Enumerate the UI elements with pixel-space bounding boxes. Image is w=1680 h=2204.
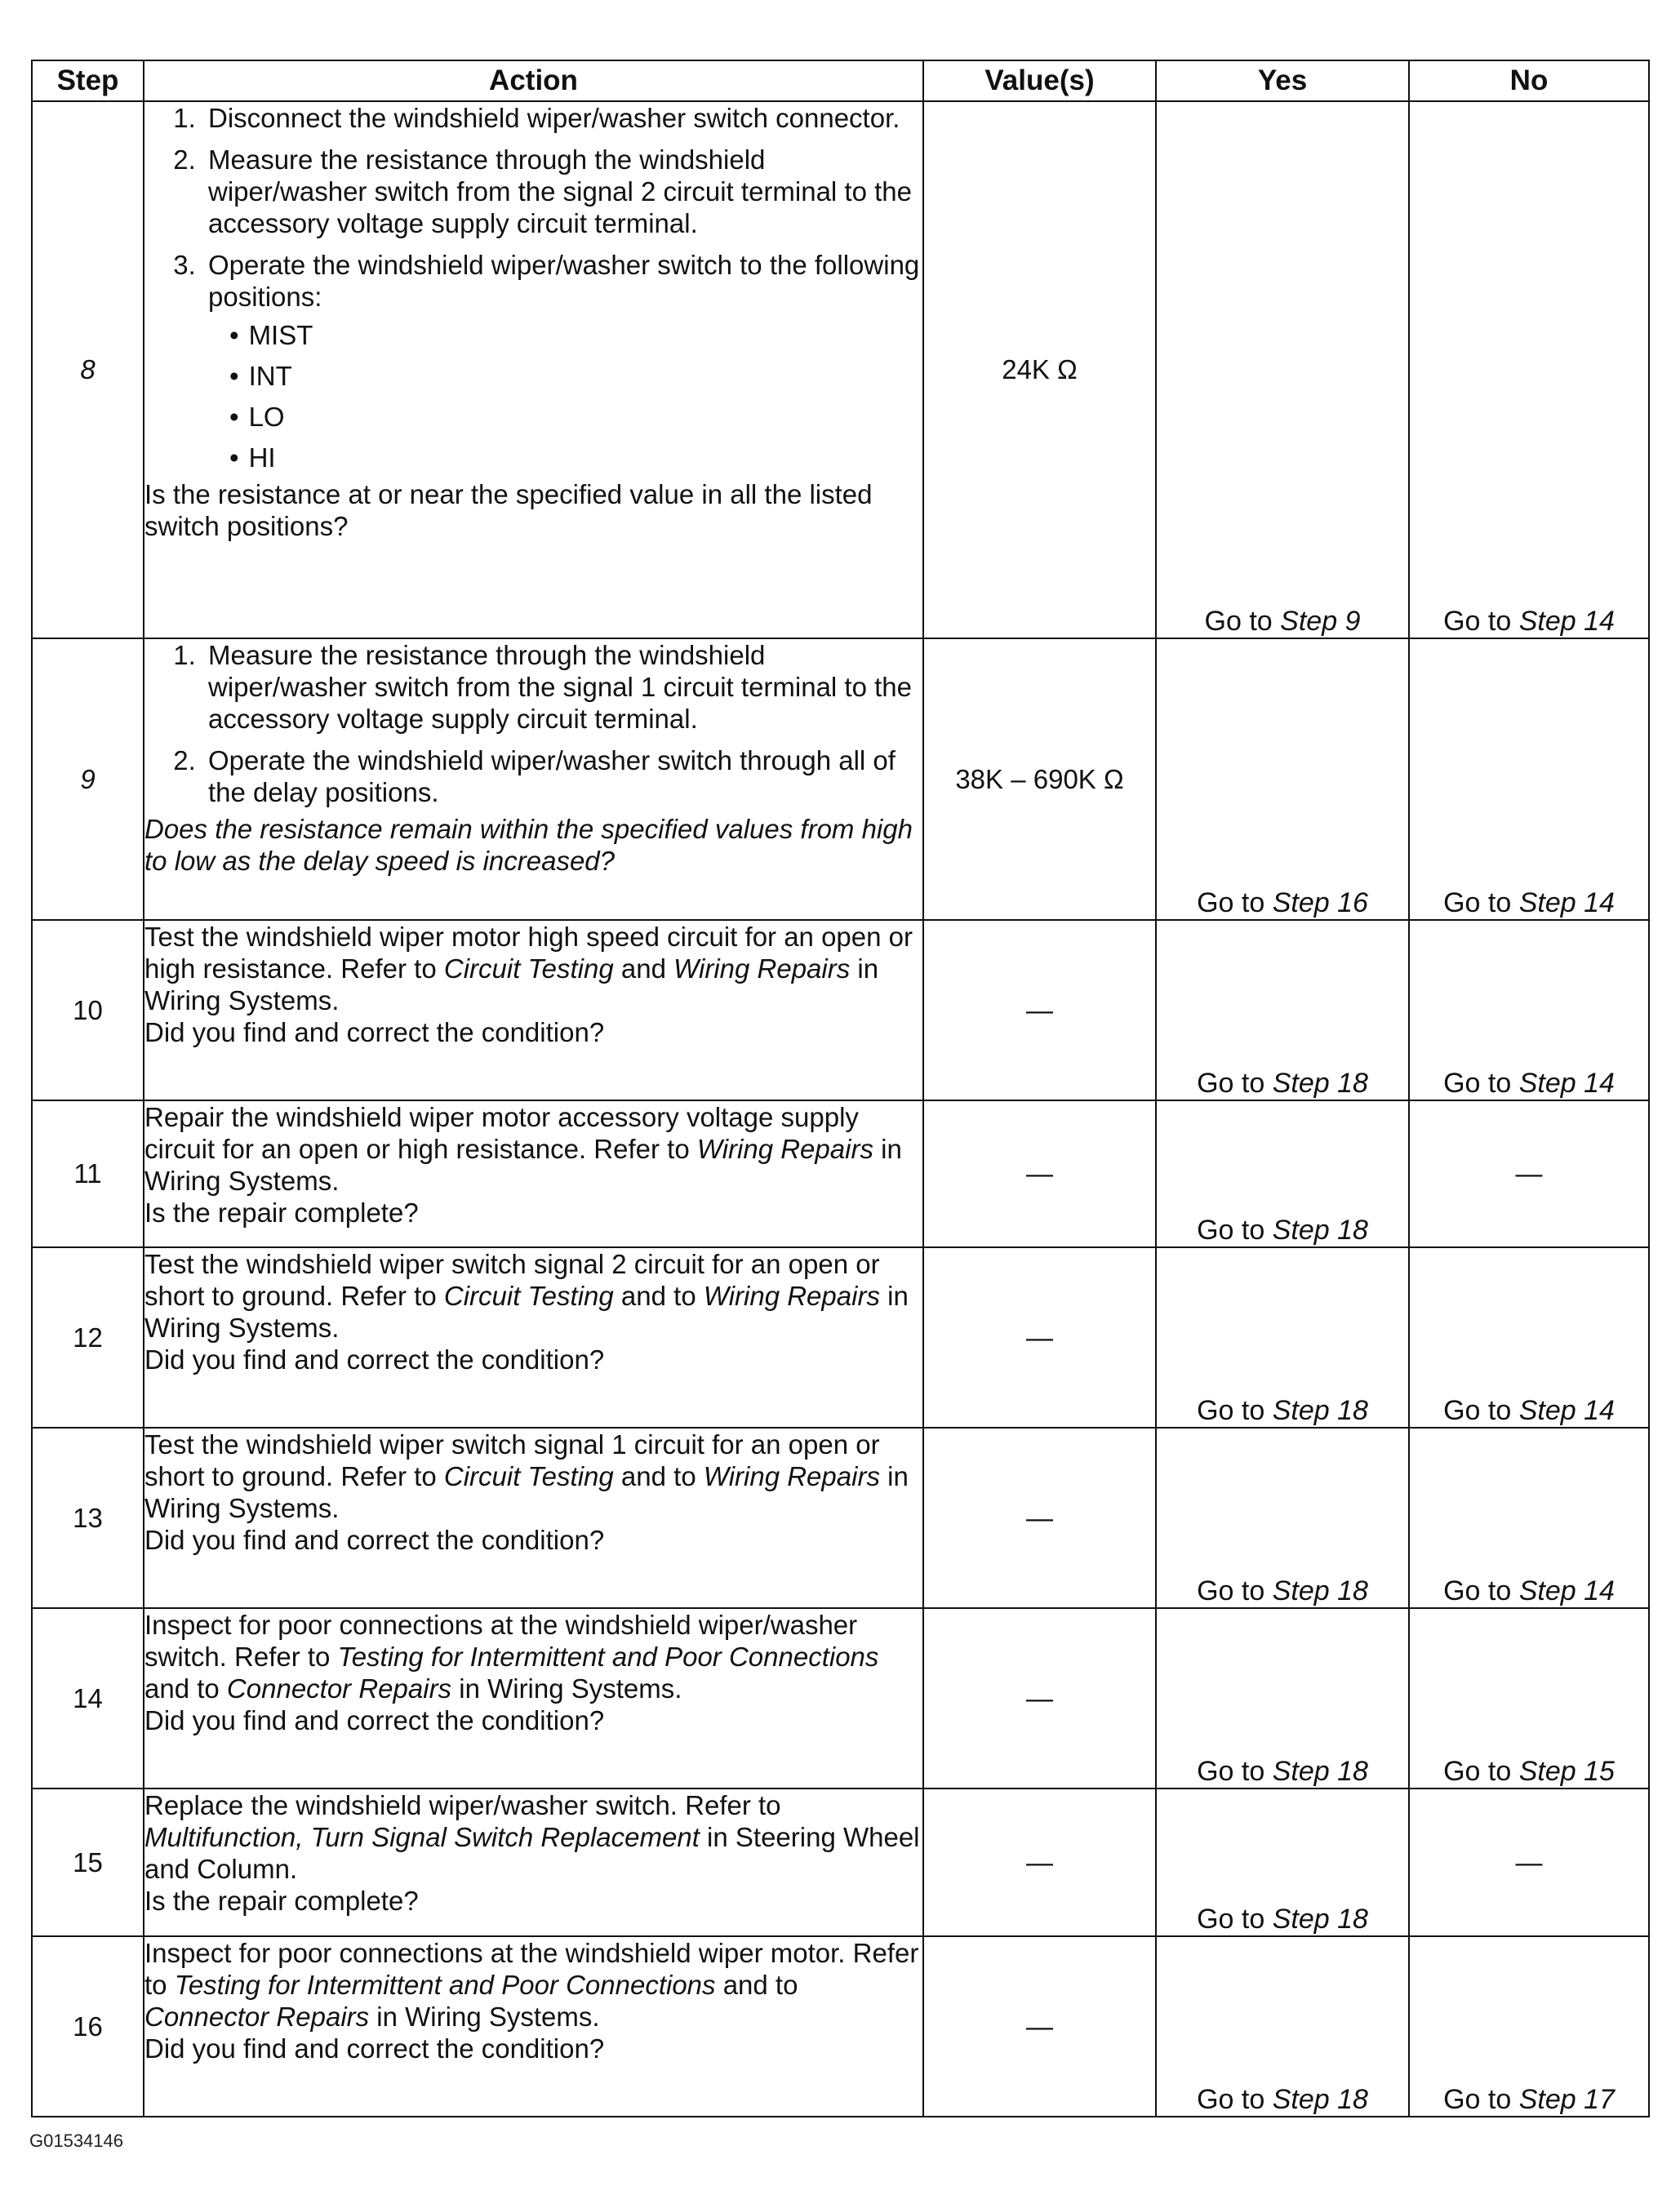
reference-link: Wiring Repairs xyxy=(673,953,851,984)
goto-prefix: Go to xyxy=(1197,1215,1265,1246)
goto-step-link: Step 14 xyxy=(1518,1395,1615,1426)
action-text: Replace the windshield wiper/washer switch. Refer to Multifunction, Turn Signal Switch Replacement in Steering Wheel and Column. xyxy=(144,1790,920,1884)
reference-link: Connector Repairs xyxy=(226,1673,452,1704)
goto-prefix: Go to xyxy=(1443,1068,1512,1099)
numbered-list xyxy=(144,102,922,473)
no-cell: — xyxy=(1409,1100,1649,1247)
table-row xyxy=(32,1608,1649,1789)
yes-cell xyxy=(1156,638,1409,920)
step-number: 8 xyxy=(32,101,144,638)
reference-link: Testing for Intermittent and Poor Connections xyxy=(337,1642,879,1672)
step-number: 15 xyxy=(32,1789,144,1936)
reference-link: Wiring Repairs xyxy=(703,1461,880,1491)
goto-prefix: Go to xyxy=(1197,1904,1265,1935)
yes-cell xyxy=(1156,1100,1409,1247)
no-cell xyxy=(1409,1428,1649,1608)
diagnostic-table xyxy=(31,60,1650,2117)
goto-prefix: Go to xyxy=(1197,1395,1265,1426)
header-step: Step xyxy=(32,60,144,101)
step-number: 9 xyxy=(32,638,144,920)
goto-step-link: Step 18 xyxy=(1272,1904,1368,1935)
step-number: 12 xyxy=(32,1247,144,1428)
list-item xyxy=(203,249,922,473)
action-cell xyxy=(144,1789,923,1936)
reference-link: Circuit Testing xyxy=(443,1281,614,1311)
no-cell xyxy=(1409,101,1649,638)
action-text: Test the windshield wiper switch signal 1 circuit for an open or short to ground. Refer to Circuit Testing and to Wiring Repairs in Wiring Systems. xyxy=(144,1429,909,1523)
no-cell: — xyxy=(1409,1789,1649,1936)
value-cell: — xyxy=(923,1789,1156,1936)
goto-prefix: Go to xyxy=(1197,2084,1265,2115)
goto-step-link: Step 16 xyxy=(1272,887,1368,918)
goto-prefix: Go to xyxy=(1443,606,1512,637)
yes-cell xyxy=(1156,920,1409,1100)
value-cell: 38K – 690K Ω xyxy=(923,638,1156,920)
value-cell: — xyxy=(923,920,1156,1100)
reference-link: Circuit Testing xyxy=(443,953,614,984)
header-no: No xyxy=(1409,60,1649,101)
step-number: 14 xyxy=(32,1608,144,1789)
yes-cell xyxy=(1156,1608,1409,1789)
bullet-item: • INT xyxy=(224,360,922,392)
header-action: Action xyxy=(144,60,923,101)
action-cell xyxy=(144,1936,923,2117)
goto-prefix: Go to xyxy=(1443,1395,1512,1426)
goto-prefix: Go to xyxy=(1443,1756,1512,1787)
step-number: 10 xyxy=(32,920,144,1100)
reference-link: Testing for Intermittent and Poor Connections xyxy=(174,1970,716,2000)
step-number: 16 xyxy=(32,1936,144,2117)
no-cell xyxy=(1409,1247,1649,1428)
table-row xyxy=(32,920,1649,1100)
table-row xyxy=(32,1936,1649,2117)
header-values: Value(s) xyxy=(923,60,1156,101)
question-text: Did you find and correct the condition? xyxy=(144,1525,605,1555)
figure-code: G01534146 xyxy=(29,2131,123,2151)
action-text: Inspect for poor connections at the windshield wiper/washer switch. Refer to Testing for Intermittent and Poor Connections and to Connector Repairs in Wiring Systems. xyxy=(144,1610,879,1704)
reference-link: Connector Repairs xyxy=(144,2002,370,2032)
action-text: Test the windshield wiper motor high speed circuit for an open or high resistance. Refer to Circuit Testing and Wiring Repairs in Wiring Systems. xyxy=(144,922,913,1015)
bullet-item: • LO xyxy=(224,401,922,433)
reference-link: Wiring Repairs xyxy=(696,1134,873,1164)
action-text: Inspect for poor connections at the windshield wiper motor. Refer to Testing for Intermittent and Poor Connections and to Connector Repairs in Wiring Systems. xyxy=(144,1938,919,2032)
goto-step-link: Step 14 xyxy=(1518,1575,1615,1606)
step-number: 13 xyxy=(32,1428,144,1608)
list-item: 1. Disconnect the windshield wiper/washer switch connector. xyxy=(203,102,922,134)
goto-prefix: Go to xyxy=(1197,887,1265,918)
table-row xyxy=(32,1100,1649,1247)
list-item: 1. Measure the resistance through the windshield wiper/washer switch from the signal 1 circuit terminal to the accessory voltage supply circuit terminal. xyxy=(203,639,922,735)
table-row xyxy=(32,101,1649,638)
reference-link: Circuit Testing xyxy=(443,1461,614,1491)
value-cell: — xyxy=(923,1247,1156,1428)
goto-step-link: Step 18 xyxy=(1272,1215,1368,1246)
header-yes: Yes xyxy=(1156,60,1409,101)
value-cell: — xyxy=(923,1936,1156,2117)
yes-cell xyxy=(1156,1247,1409,1428)
question-text: Is the repair complete? xyxy=(144,1198,419,1228)
list-item: 2. Operate the windshield wiper/washer switch through all of the delay positions. xyxy=(203,744,922,808)
goto-prefix: Go to xyxy=(1443,1575,1512,1606)
step-number: 11 xyxy=(32,1100,144,1247)
bullet-item: • MIST xyxy=(224,319,922,351)
question-text: Is the resistance at or near the specified value in all the listed switch positions? xyxy=(144,479,873,541)
goto-prefix: Go to xyxy=(1443,887,1512,918)
value-cell: 24K Ω xyxy=(923,101,1156,638)
yes-cell xyxy=(1156,1936,1409,2117)
action-cell xyxy=(144,1608,923,1789)
action-text: Test the windshield wiper switch signal 2 circuit for an open or short to ground. Refer to Circuit Testing and to Wiring Repairs in Wiring Systems. xyxy=(144,1249,909,1343)
goto-prefix: Go to xyxy=(1443,2084,1512,2115)
goto-prefix: Go to xyxy=(1197,1575,1265,1606)
table-row xyxy=(32,1247,1649,1428)
action-cell xyxy=(144,1247,923,1428)
question-text: Is the repair complete? xyxy=(144,1886,419,1916)
goto-step-link: Step 15 xyxy=(1518,1756,1615,1787)
action-cell xyxy=(144,638,923,920)
goto-step-link: Step 18 xyxy=(1272,1575,1368,1606)
goto-step-link: Step 18 xyxy=(1272,1395,1368,1426)
goto-step-link: Step 18 xyxy=(1272,1756,1368,1787)
goto-prefix: Go to xyxy=(1204,606,1273,637)
question-text: Did you find and correct the condition? xyxy=(144,1017,605,1047)
no-cell xyxy=(1409,1608,1649,1789)
reference-link: Multifunction, Turn Signal Switch Replacement xyxy=(144,1822,700,1852)
table-row xyxy=(32,1789,1649,1936)
value-cell: — xyxy=(923,1428,1156,1608)
list-item-text: Operate the windshield wiper/washer switch to the following positions: xyxy=(208,250,920,312)
no-cell xyxy=(1409,920,1649,1100)
table-row xyxy=(32,1428,1649,1608)
no-cell xyxy=(1409,638,1649,920)
yes-cell xyxy=(1156,1428,1409,1608)
action-cell xyxy=(144,101,923,638)
question-text: Does the resistance remain within the specified values from high to low as the delay speed is increased? xyxy=(144,814,913,876)
goto-step-link: Step 9 xyxy=(1280,606,1361,637)
action-cell xyxy=(144,920,923,1100)
question-text: Did you find and correct the condition? xyxy=(144,2033,605,2064)
action-text: Repair the windshield wiper motor accessory voltage supply circuit for an open or high resistance. Refer to Wiring Repairs in Wiring Systems. xyxy=(144,1102,902,1196)
reference-link: Wiring Repairs xyxy=(703,1281,880,1311)
list-item: 2. Measure the resistance through the windshield wiper/washer switch from the signal 2 circuit terminal to the accessory voltage supply circuit terminal. xyxy=(203,144,922,239)
table-row xyxy=(32,638,1649,920)
value-cell: — xyxy=(923,1608,1156,1789)
yes-cell xyxy=(1156,1789,1409,1936)
goto-step-link: Step 14 xyxy=(1518,606,1615,637)
numbered-list xyxy=(144,639,922,808)
bullet-list xyxy=(208,319,922,473)
goto-step-link: Step 14 xyxy=(1518,1068,1615,1099)
goto-step-link: Step 17 xyxy=(1518,2084,1615,2115)
question-text: Did you find and correct the condition? xyxy=(144,1705,605,1735)
value-cell: — xyxy=(923,1100,1156,1247)
no-cell xyxy=(1409,1936,1649,2117)
question-text: Did you find and correct the condition? xyxy=(144,1344,605,1375)
yes-cell xyxy=(1156,101,1409,638)
table-header-row xyxy=(32,60,1649,101)
goto-step-link: Step 18 xyxy=(1272,1068,1368,1099)
goto-step-link: Step 18 xyxy=(1272,2084,1368,2115)
goto-prefix: Go to xyxy=(1197,1756,1265,1787)
bullet-item: • HI xyxy=(224,442,922,473)
action-cell xyxy=(144,1100,923,1247)
goto-step-link: Step 14 xyxy=(1518,887,1615,918)
action-cell xyxy=(144,1428,923,1608)
goto-prefix: Go to xyxy=(1197,1068,1265,1099)
